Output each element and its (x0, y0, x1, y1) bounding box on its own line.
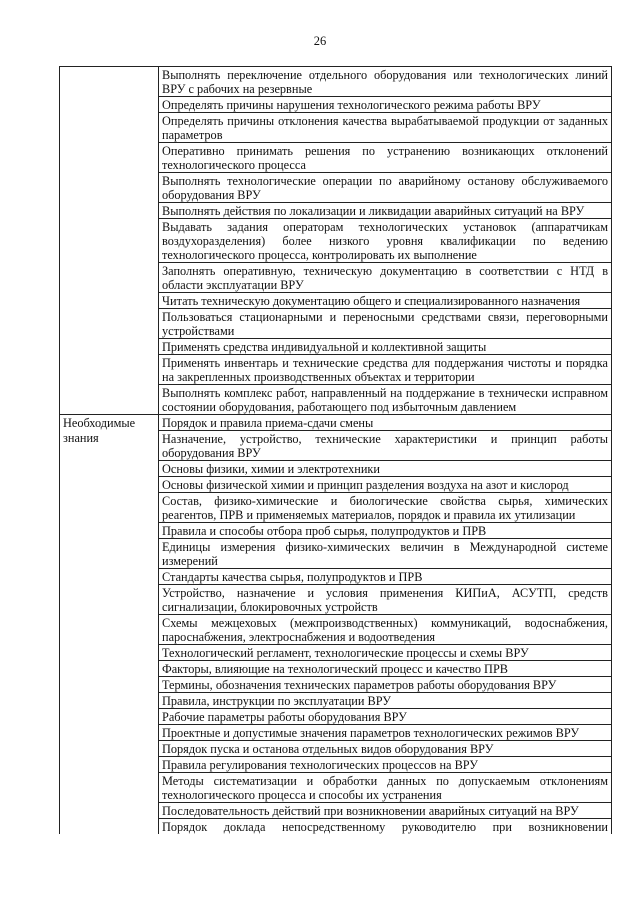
requirement-item: Последовательность действий при возникновении аварийных ситуаций на ВРУ (159, 803, 612, 819)
requirement-item: Порядок и правила приема-сдачи смены (159, 415, 612, 431)
requirement-item: Применять средства индивидуальной и коллективной защиты (159, 339, 612, 355)
requirement-item: Выполнять действия по локализации и ликвидации аварийных ситуаций на ВРУ (159, 203, 612, 219)
requirement-item: Факторы, влияющие на технологический процесс и качество ПРВ (159, 661, 612, 677)
requirement-item: Устройство, назначение и условия применения КИПиА, АСУТП, средств сигнализации, блокировочных устройств (159, 585, 612, 615)
competency-table (59, 66, 612, 834)
requirement-item: Схемы межцеховых (межпроизводственных) коммуникаций, водоснабжения, пароснабжения, электроснабжения и водоотведения (159, 615, 612, 645)
requirement-item: Стандарты качества сырья, полупродуктов и ПРВ (159, 569, 612, 585)
page-number: 26 (313, 34, 327, 48)
requirement-item: Назначение, устройство, технические характеристики и принцип работы оборудования ВРУ (159, 431, 612, 461)
requirement-item: Состав, физико-химические и биологические свойства сырья, химических реагентов, ПРВ и применяемых материалов, порядок и правила их утилизации (159, 493, 612, 523)
table-row (60, 67, 612, 97)
knowledge-label-cell (60, 415, 159, 835)
table-row (60, 415, 612, 431)
requirement-item: Единицы измерения физико-химических величин в Международной системе измерений (159, 539, 612, 569)
requirement-item: Выдавать задания операторам технологических установок (аппаратчикам воздухоразделения) более низкого уровня квалификации по ведению технологического процесса, контролировать их выполнение (159, 219, 612, 263)
requirement-item: Технологический регламент, технологические процессы и схемы ВРУ (159, 645, 612, 661)
requirement-item: Термины, обозначения технических параметров работы оборудования ВРУ (159, 677, 612, 693)
requirement-item: Методы систематизации и обработки данных по допускаемым отклонениям технологического процесса и способы их устранения (159, 773, 612, 803)
requirement-item: Пользоваться стационарными и переносными средствами связи, переговорными устройствами (159, 309, 612, 339)
requirement-item: Выполнять переключение отдельного оборудования или технологических линий ВРУ с рабочих на резервные (159, 67, 612, 97)
requirement-item: Порядок пуска и останова отдельных видов оборудования ВРУ (159, 741, 612, 757)
requirement-item: Порядок доклада непосредственному руководителю при возникновении (159, 819, 612, 835)
skills-label-cell (60, 67, 159, 415)
requirement-item: Правила и способы отбора проб сырья, полупродуктов и ПРВ (159, 523, 612, 539)
requirement-item: Определять причины отклонения качества вырабатываемой продукции от заданных параметров (159, 113, 612, 143)
requirement-item: Выполнять технологические операции по аварийному останову обслуживаемого оборудования ВРУ (159, 173, 612, 203)
requirement-item: Правила регулирования технологических процессов на ВРУ (159, 757, 612, 773)
requirement-item: Определять причины нарушения технологического режима работы ВРУ (159, 97, 612, 113)
requirement-item: Выполнять комплекс работ, направленный на поддержание в технически исправном состоянии оборудования, работающего под избыточным давлением (159, 385, 612, 415)
requirement-item: Правила, инструкции по эксплуатации ВРУ (159, 693, 612, 709)
requirement-item: Проектные и допустимые значения параметров технологических режимов ВРУ (159, 725, 612, 741)
requirement-item: Читать техническую документацию общего и специализированного назначения (159, 293, 612, 309)
requirement-item: Основы физики, химии и электротехники (159, 461, 612, 477)
requirement-item: Основы физической химии и принцип разделения воздуха на азот и кислород (159, 477, 612, 493)
requirement-item: Заполнять оперативную, техническую документацию в соответствии с НТД в области эксплуатации ВРУ (159, 263, 612, 293)
requirement-item: Рабочие параметры работы оборудования ВРУ (159, 709, 612, 725)
requirement-item: Применять инвентарь и технические средства для поддержания чистоты и порядка на закрепленных производственных объектах и территории (159, 355, 612, 385)
section-label: Необходимые знания (63, 416, 136, 445)
requirement-item: Оперативно принимать решения по устранению возникающих отклонений технологического процесса (159, 143, 612, 173)
